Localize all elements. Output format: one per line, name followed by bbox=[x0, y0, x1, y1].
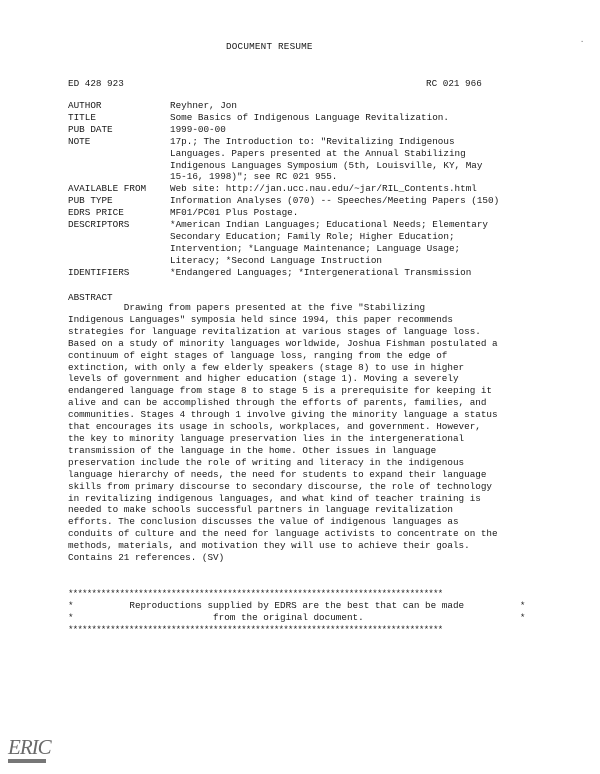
metadata-key: IDENTIFIERS bbox=[68, 266, 130, 278]
metadata-row bbox=[68, 207, 540, 219]
metadata-key: PUB TYPE bbox=[68, 195, 113, 207]
metadata-key: AUTHOR bbox=[68, 100, 102, 111]
reproduction-note-line2: * from the original document. * bbox=[68, 612, 526, 623]
eric-logo bbox=[8, 735, 51, 766]
metadata-row bbox=[68, 124, 540, 136]
metadata-value: Some Basics of Indigenous Language Revitalization. bbox=[170, 111, 449, 123]
metadata-row bbox=[68, 112, 540, 124]
metadata-value: MF01/PC01 Plus Postage. bbox=[170, 207, 299, 219]
metadata-key: DESCRIPTORS bbox=[68, 219, 130, 231]
metadata-value: Reyhner, Jon bbox=[170, 100, 237, 111]
metadata-value: Web site: http://jan.ucc.nau.edu/~jar/RIL_Contents.html bbox=[170, 183, 477, 195]
metadata-value: *Endangered Languages; *Intergenerational Transmission bbox=[170, 266, 472, 278]
footer-divider-bottom: ******************************************************************************** bbox=[68, 624, 443, 635]
metadata-key: AVAILABLE FROM bbox=[68, 183, 147, 195]
metadata-row bbox=[68, 100, 540, 112]
metadata-value: *American Indian Languages; Educational Needs; Elementary Secondary Education; Family Role; Higher Education; Intervention; *Language Maintenance; Language Usage; Literacy; *Second Language Instruction bbox=[170, 219, 489, 266]
eric-logo-text: ERIC bbox=[8, 735, 51, 759]
rc-number: RC 021 966 bbox=[426, 78, 482, 89]
metadata-row bbox=[68, 195, 540, 207]
eric-logo-bar bbox=[8, 759, 46, 763]
metadata-value: Information Analyses (070) -- Speeches/Meeting Papers (150) bbox=[170, 195, 500, 207]
metadata-row bbox=[68, 219, 540, 267]
corner-mark: . bbox=[580, 37, 585, 45]
abstract-label: ABSTRACT bbox=[68, 292, 113, 303]
reproduction-note-line1: * Reproductions supplied by EDRS are the best that can be made * bbox=[68, 600, 526, 611]
metadata-value: 1999-00-00 bbox=[170, 123, 226, 135]
metadata-table bbox=[68, 100, 540, 279]
document-title: DOCUMENT RESUME bbox=[226, 41, 313, 52]
metadata-key: EDRS PRICE bbox=[68, 207, 124, 219]
footer-divider-top: ******************************************************************************** bbox=[68, 588, 443, 599]
metadata-row bbox=[68, 183, 540, 195]
metadata-row bbox=[68, 267, 540, 279]
metadata-row bbox=[68, 136, 540, 184]
metadata-key: NOTE bbox=[68, 135, 91, 147]
metadata-value: 17p.; The Introduction to: "Revitalizing Indigenous Languages. Papers presented at the Annual Stabilizing Indigenous Languages Symposium (5th, Louisville, KY, May 15-16, 1998)"; see RC 021 955. bbox=[170, 135, 483, 183]
ed-number: ED 428 923 bbox=[68, 78, 124, 89]
metadata-key: PUB DATE bbox=[68, 123, 113, 135]
metadata-key: TITLE bbox=[68, 111, 96, 123]
abstract-text: Drawing from papers presented at the five "Stabilizing Indigenous Languages" symposia held since 1994, this paper recommends strategies for language revitalization at various stages of language loss. Based on a study of minority languages worldwide, Joshua Fishman postulated a continuum of eight stages of language loss, ranging from the edge of extinction, with only a few elderly speakers (stage 8) to use in higher levels of government and higher education (stage 1). Moving a severely endangered language from stage 8 to stage 5 is a prerequisite for keeping it alive and can be accomplished through the efforts of parents, families, and communities. Stages 4 through 1 involve giving the minority language a status that encourages its usage in schools, workplaces, and government. However, the key to minority language preservation lies in the intergenerational transmission of the language in the home. Other issues in language preservation include the role of writing and literacy in the indigenous language hierarchy of needs, the need for students to expand their language skills from primary discourse to secondary discourse, the role of technology in revitalizing indigenous languages, and what kind of teacher training is needed to make schools successful partners in language revitalization efforts. The conclusion discusses the value of indigenous languages as conduits of culture and the need for language activists to concentrate on the methods, materials, and motivation they will use to achieve their goals. Contains 21 references. (SV) bbox=[68, 302, 498, 564]
